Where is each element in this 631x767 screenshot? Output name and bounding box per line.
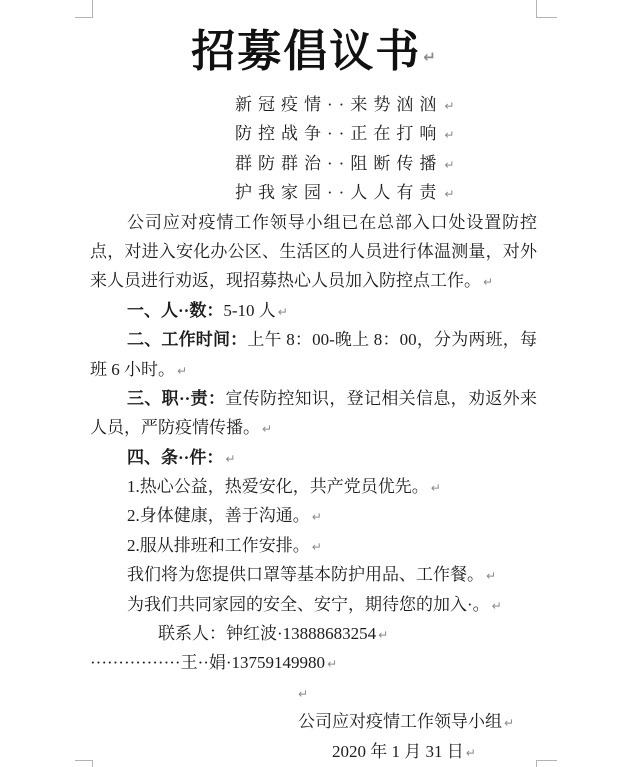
paragraph-mark-icon: ↵ (177, 363, 188, 378)
document-title[interactable] (90, 14, 537, 90)
text-run: 2.身体健康，善于沟通。 (127, 506, 310, 526)
bold-text-run: 二、工作时间： (127, 330, 248, 350)
paragraph-mark-icon: ↵ (277, 304, 288, 319)
document-line[interactable] (90, 590, 537, 619)
paragraph-mark-icon: ↵ (444, 187, 455, 202)
paragraph-mark-icon: ↵ (311, 510, 322, 525)
document-line[interactable] (90, 531, 537, 560)
paragraph-mark-icon: ↵ (465, 745, 476, 760)
paragraph-mark-icon: ↵ (327, 657, 338, 672)
paragraph-mark-icon: ↵ (444, 99, 455, 113)
paragraph-mark-icon: ↵ (298, 686, 309, 701)
text-run: 来人员进行劝返，现招募热心人员加入防控点工作。 (90, 271, 481, 291)
document-body (90, 90, 537, 766)
document-line[interactable] (90, 237, 537, 266)
document-line[interactable] (90, 90, 537, 119)
text-run: ················王··娟·13759149980 (90, 653, 326, 673)
text-run: 公司应对疫情工作领导小组 (298, 712, 502, 732)
document-title-text: 招募倡议书 (191, 27, 422, 76)
text-run: 1.热心公益，热爱安化，共产党员优先。 (127, 477, 429, 497)
document-line[interactable] (90, 384, 537, 413)
text-run: 为我们共同家园的安全、安宁，期待您的加入·。 (127, 594, 490, 614)
document-line[interactable] (90, 266, 537, 295)
bold-text-run: 三、职··责： (127, 388, 226, 408)
text-boundary-corner-bottom-right-icon (536, 760, 557, 767)
document-line[interactable] (90, 443, 537, 472)
paragraph-mark-icon: ↵ (423, 48, 436, 66)
paragraph-mark-icon: ↵ (444, 128, 455, 143)
paragraph-mark-icon: ↵ (504, 716, 515, 731)
text-run: 群防群治··阻断传播 (235, 153, 443, 173)
paragraph-mark-icon: ↵ (483, 275, 494, 290)
text-run: 公司应对疫情工作领导小组已在总部入口处设置防控 (127, 212, 537, 232)
text-run: 2020 年 1 月 31 日 (332, 741, 464, 761)
document-line[interactable] (90, 472, 537, 501)
document-line[interactable] (90, 325, 537, 354)
document-line[interactable] (90, 208, 537, 237)
paragraph-mark-icon: ↵ (262, 422, 273, 437)
document-line[interactable] (90, 560, 537, 589)
paragraph-mark-icon: ↵ (444, 157, 455, 172)
text-run: 班 6 小时。 (90, 359, 175, 379)
bold-text-run: 四、条··件： (127, 447, 224, 467)
document-line[interactable] (90, 296, 537, 325)
document-line[interactable] (90, 149, 537, 178)
document-line[interactable] (90, 413, 537, 442)
document-line[interactable] (90, 678, 537, 707)
document-line[interactable] (90, 619, 537, 648)
text-run: 上午 8：00-晚上 8：00，分为两班，每 (247, 330, 537, 350)
text-run: 护我家园··人人有责 (235, 183, 443, 203)
text-run: 点，对进入安化办公区、生活区的人员进行体温测量，对外 (90, 241, 537, 261)
document-line[interactable] (90, 501, 537, 530)
document-line[interactable] (90, 707, 537, 736)
paragraph-mark-icon: ↵ (430, 481, 441, 496)
text-run: 联系人：钟红波·13888683254 (158, 624, 377, 644)
text-run: 防控战争··正在打响 (235, 124, 443, 144)
document-line[interactable] (90, 355, 537, 384)
document-line[interactable] (90, 648, 537, 677)
paragraph-mark-icon: ↵ (491, 598, 502, 613)
document-line[interactable] (90, 737, 537, 766)
text-run: 我们将为您提供口罩等基本防护用品、工作餐。 (127, 565, 484, 585)
paragraph-mark-icon: ↵ (378, 628, 389, 643)
text-run: 新冠疫情··来势汹汹 (235, 95, 443, 114)
paragraph-mark-icon: ↵ (486, 569, 497, 584)
text-run: 2.服从排班和工作安排。 (127, 535, 310, 555)
text-boundary-corner-top-right-icon (536, 0, 557, 18)
text-run: 人员，严防疫情传播。 (90, 418, 260, 438)
text-run: 5-10 人 (223, 300, 276, 320)
bold-text-run: 一、人··数： (127, 300, 224, 320)
text-column (90, 14, 537, 766)
paragraph-mark-icon: ↵ (225, 451, 236, 466)
document-line[interactable] (90, 119, 537, 148)
text-run: 宣传防控知识，登记相关信息，劝返外来 (225, 388, 537, 408)
document-line[interactable] (90, 178, 537, 207)
paragraph-mark-icon: ↵ (311, 539, 322, 554)
